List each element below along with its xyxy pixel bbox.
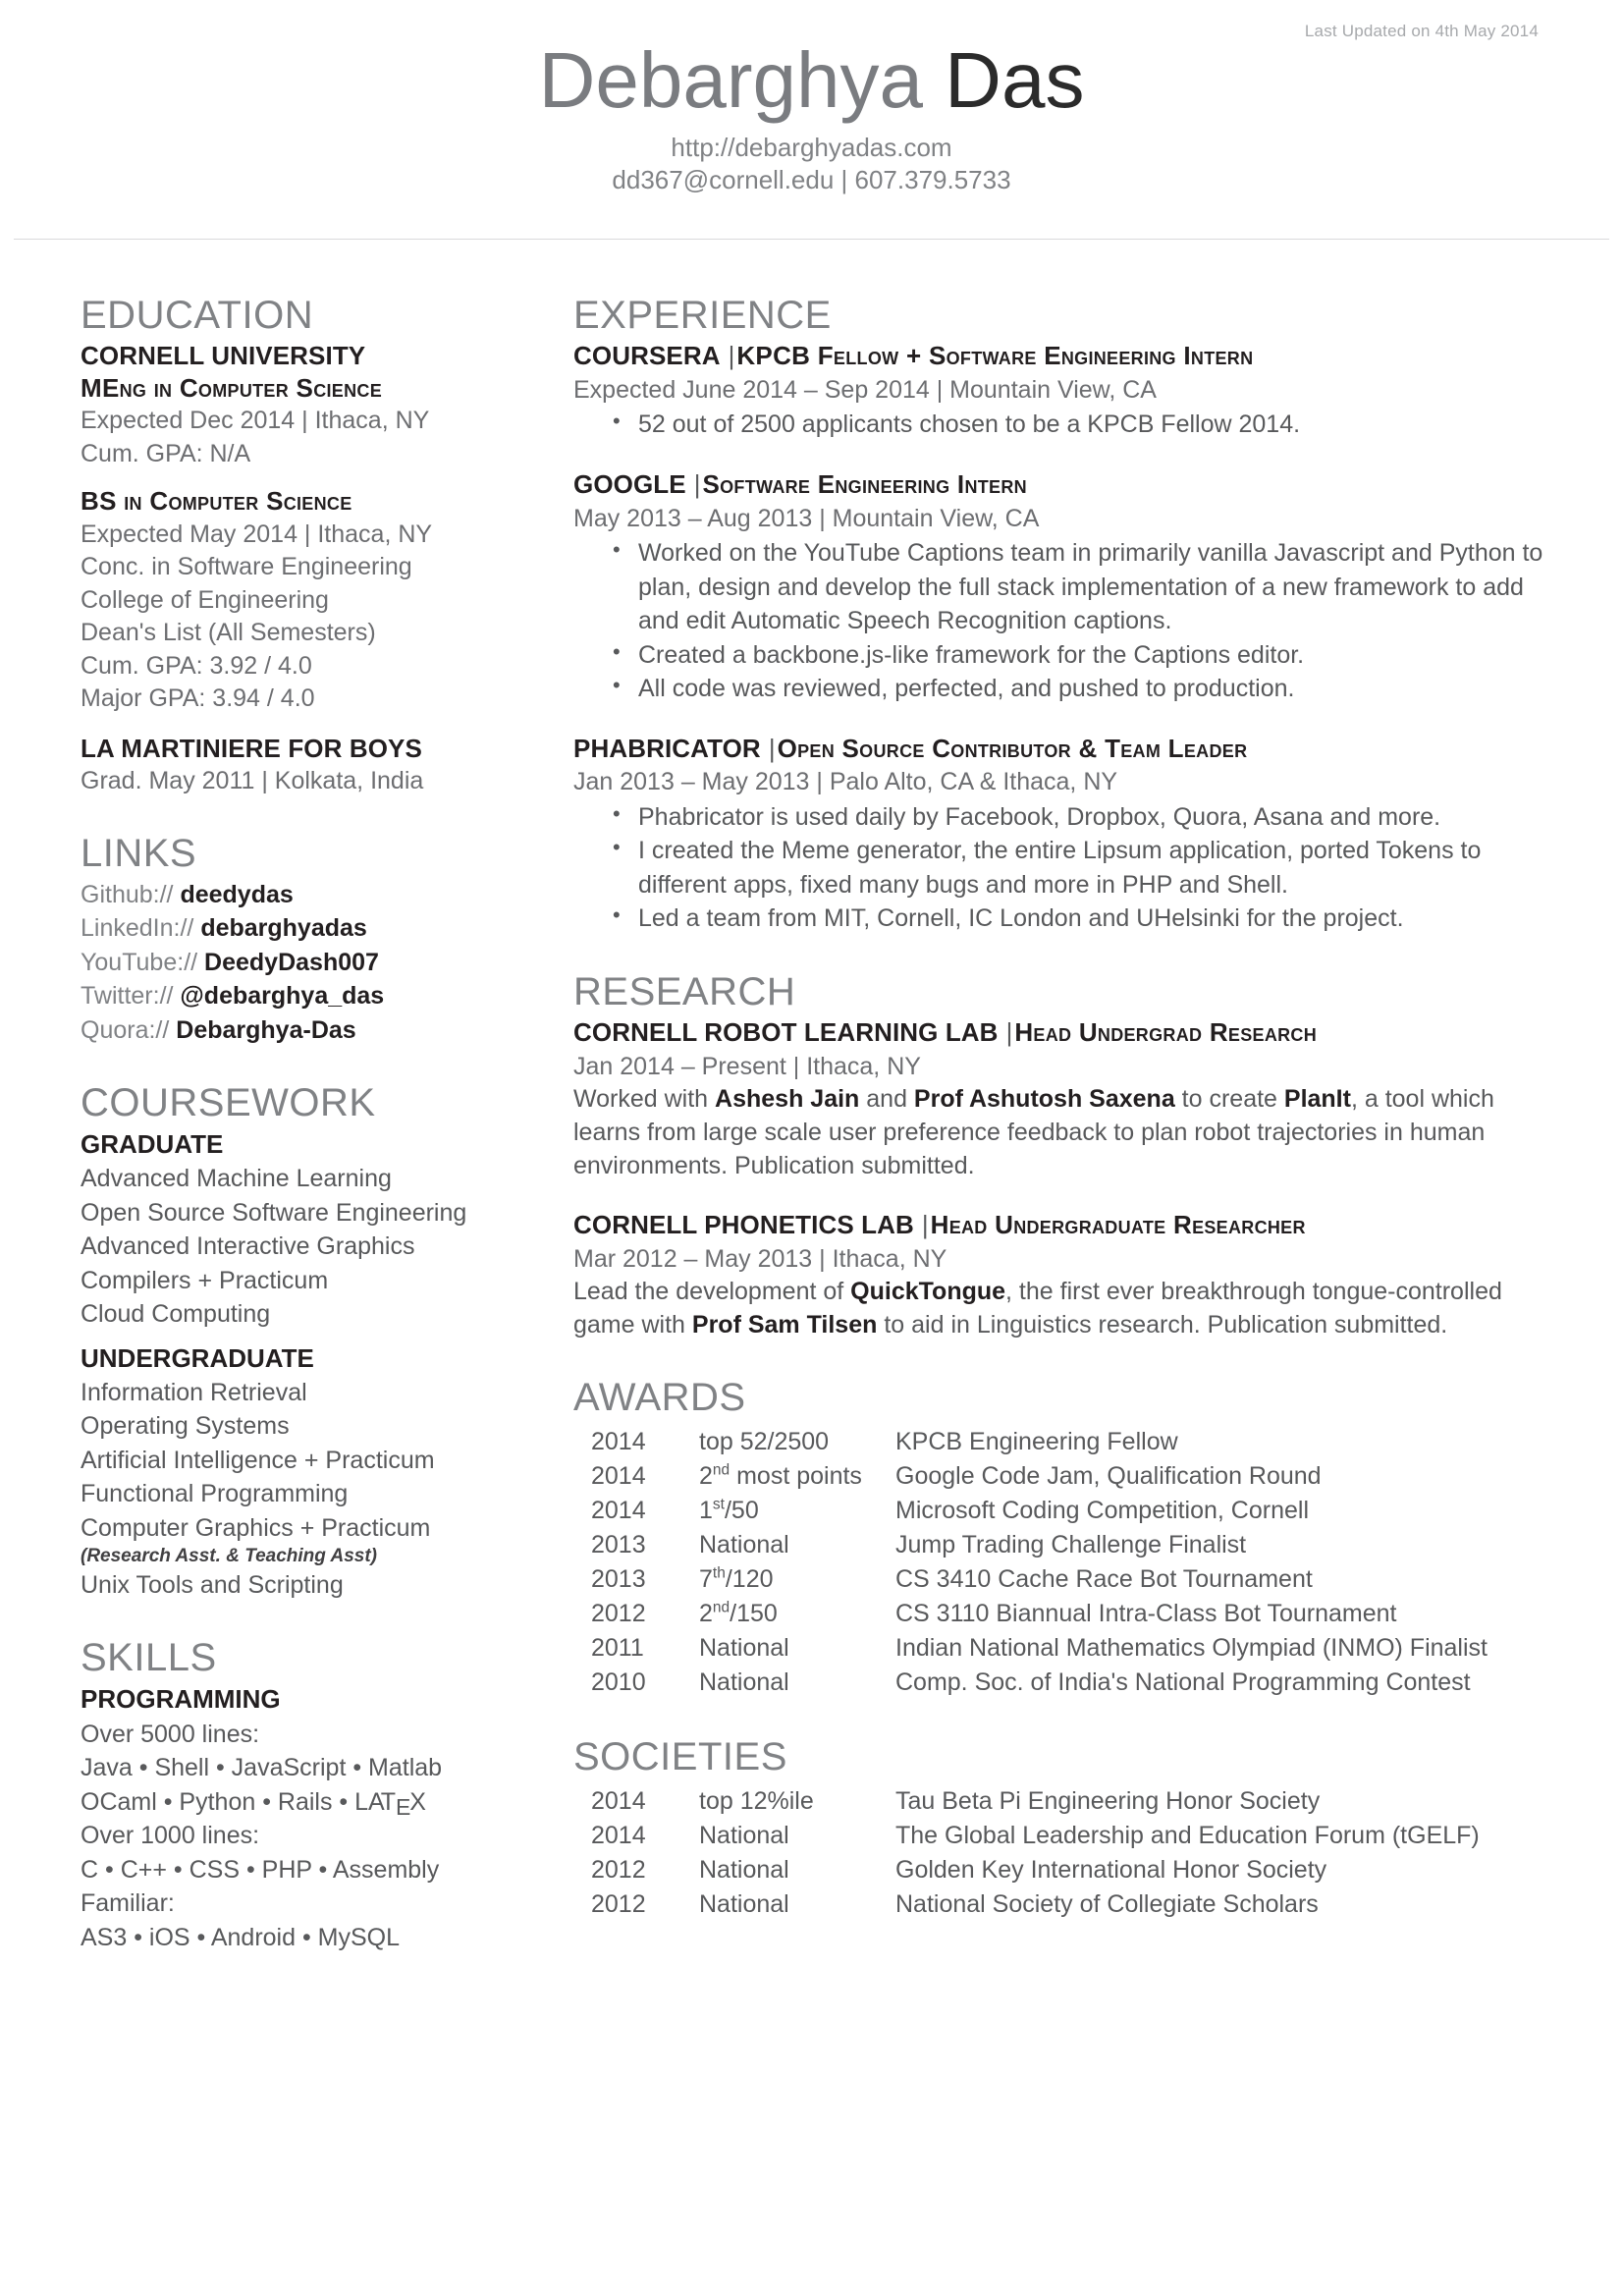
research-role: Head Undergraduate Researcher	[930, 1210, 1306, 1240]
table-row	[591, 1820, 1480, 1854]
bullet-item: • I created the Meme generator, the entire Lipsum application, ported Tokens to different apps, fixed many bugs and more in PHP and Shell.	[638, 834, 1544, 902]
highlight-term: QuickTongue	[850, 1278, 1006, 1306]
coursework-item: Unix Tools and Scripting	[81, 1570, 344, 1599]
coursework-item: Advanced Machine Learning	[81, 1165, 392, 1193]
contact-info	[0, 132, 1623, 197]
research-entry-robot-lab	[573, 1016, 1544, 1182]
link-handle: debarghyadas	[200, 914, 367, 942]
coursework-item: Open Source Software Engineering	[81, 1198, 467, 1227]
experience-heading: EXPERIENCE	[573, 294, 832, 337]
education-entry-bs	[81, 485, 491, 715]
highlight-term: Prof Sam Tilsen	[691, 1311, 878, 1339]
section-education	[81, 295, 491, 797]
link-item-github[interactable]	[81, 878, 491, 912]
skills-list: C • C++ • CSS • PHP • Assembly	[81, 1855, 440, 1884]
row-description: Tau Beta Pi Engineering Honor Society	[895, 1787, 1321, 1816]
education-entry-cornell	[81, 340, 491, 469]
table-row	[591, 1460, 1488, 1495]
row-description: Jump Trading Challenge Finalist	[895, 1531, 1247, 1559]
description-text: to create	[1174, 1085, 1284, 1114]
latex-logo: LATEX	[354, 1787, 426, 1820]
coursework-item: Compilers + Practicum	[81, 1266, 329, 1294]
education-entry-lamartiniere	[81, 733, 491, 797]
row-rank: National	[699, 1822, 789, 1850]
skills-list	[81, 1785, 491, 1820]
row-year: 2012	[591, 1890, 646, 1919]
full-name	[0, 36, 1623, 124]
row-description: Google Code Jam, Qualification Round	[895, 1462, 1322, 1491]
experience-bullets	[573, 536, 1544, 706]
research-meta: Mar 2012 – May 2013 | Ithaca, NY	[573, 1244, 947, 1273]
experience-entry-google	[573, 468, 1544, 706]
research-role-line	[573, 1016, 1544, 1050]
row-rank: 2nd most points	[699, 1462, 862, 1491]
row-rank: top 52/2500	[699, 1428, 830, 1456]
website-link[interactable]: http://debarghyadas.com	[671, 133, 952, 162]
skills-list-text: OCaml • Python • Rails •	[81, 1787, 355, 1816]
awards-table-body	[591, 1426, 1488, 1701]
rank-ordinal-suffix: st	[712, 1497, 725, 1514]
link-handle: DeedyDash007	[204, 948, 379, 976]
row-rank: National	[699, 1531, 789, 1559]
experience-role-line	[573, 733, 1544, 766]
row-description: Microsoft Coding Competition, Cornell	[895, 1497, 1310, 1525]
education-org: LA MARTINIERE FOR BOYS	[81, 733, 422, 763]
bullet-item: • Phabricator is used daily by Facebook, Dropbox, Quora, Asana and more.	[638, 800, 1544, 835]
rank-ordinal-suffix: nd	[712, 1462, 730, 1480]
row-description: The Global Leadership and Education Forum (tGELF)	[895, 1822, 1480, 1850]
section-skills	[81, 1637, 491, 1954]
skills-programming-label: PROGRAMMING	[81, 1684, 281, 1715]
link-item-twitter[interactable]	[81, 979, 491, 1013]
skills-tier-label: Over 1000 lines:	[81, 1822, 260, 1850]
row-description: Indian National Mathematics Olympiad (INMO) Finalist	[895, 1634, 1488, 1663]
row-year: 2012	[591, 1600, 646, 1628]
section-links	[81, 833, 491, 1048]
research-role: Head Undergrad Research	[1014, 1016, 1318, 1047]
table-row	[591, 1426, 1488, 1460]
table-row	[591, 1495, 1488, 1529]
description-text: to aid in Linguistics research. Publication submitted.	[877, 1311, 1448, 1339]
email-phone[interactable]: dd367@cornell.edu | 607.379.5733	[612, 165, 1011, 195]
last-updated-text: Last Updated on 4th May 2014	[1304, 22, 1539, 40]
row-rank: National	[699, 1668, 789, 1697]
row-description: Golden Key International Honor Society	[895, 1856, 1327, 1885]
role-separator: |	[728, 341, 735, 370]
coursework-item: Cloud Computing	[81, 1300, 271, 1329]
description-text: and	[859, 1085, 914, 1114]
link-item-quora[interactable]	[81, 1013, 491, 1048]
right-column	[491, 295, 1623, 1923]
table-row	[591, 1598, 1488, 1632]
row-rank: National	[699, 1890, 789, 1919]
education-line: College of Engineering	[81, 585, 329, 614]
coursework-note: (Research Asst. & Teaching Asst)	[81, 1546, 377, 1567]
coursework-item: Artificial Intelligence + Practicum	[81, 1446, 435, 1474]
skills-list: Java • Shell • JavaScript • Matlab	[81, 1754, 443, 1782]
row-year: 2010	[591, 1668, 646, 1697]
coursework-graduate-label: GRADUATE	[81, 1129, 224, 1159]
link-handle: Debarghya-Das	[176, 1015, 356, 1044]
education-org: CORNELL UNIVERSITY	[81, 341, 366, 370]
row-rank: 1st/50	[699, 1497, 759, 1525]
role-separator: |	[1005, 1016, 1013, 1047]
skills-heading: SKILLS	[81, 1636, 217, 1680]
awards-table	[591, 1426, 1488, 1701]
experience-role-line	[573, 468, 1544, 502]
coursework-item: Functional Programming	[81, 1480, 349, 1508]
bullet-item: • Led a team from MIT, Cornell, IC London and UHelsinki for the project.	[638, 902, 1544, 936]
description-text: Lead the development of	[573, 1278, 851, 1306]
education-line: Major GPA: 3.94 / 4.0	[81, 684, 315, 712]
experience-bullets	[573, 800, 1544, 936]
experience-org: PHABRICATOR	[573, 733, 761, 763]
row-description: KPCB Engineering Fellow	[895, 1428, 1178, 1456]
role-separator: |	[921, 1210, 929, 1240]
row-year: 2014	[591, 1428, 646, 1456]
education-degree: BS in Computer Science	[81, 486, 352, 516]
link-item-youtube[interactable]	[81, 946, 491, 980]
experience-role-line	[573, 340, 1544, 373]
link-service: YouTube://	[81, 948, 198, 976]
description-text: Worked with	[573, 1085, 716, 1114]
table-row	[591, 1667, 1488, 1701]
link-service: Twitter://	[81, 982, 174, 1010]
experience-meta: Expected June 2014 – Sep 2014 | Mountain View, CA	[573, 375, 1157, 404]
row-year: 2014	[591, 1787, 646, 1816]
row-year: 2013	[591, 1531, 646, 1559]
education-line: Grad. May 2011 | Kolkata, India	[81, 767, 424, 794]
row-year: 2014	[591, 1822, 646, 1850]
row-rank: top 12%ile	[699, 1787, 814, 1816]
education-heading: EDUCATION	[81, 294, 314, 337]
table-row	[591, 1888, 1480, 1923]
experience-meta: May 2013 – Aug 2013 | Mountain View, CA	[573, 504, 1040, 532]
row-year: 2013	[591, 1565, 646, 1594]
experience-org: GOOGLE	[573, 468, 686, 499]
table-row	[591, 1785, 1480, 1820]
link-handle: @debarghya_das	[180, 982, 385, 1010]
experience-bullets	[573, 408, 1544, 442]
awards-heading: AWARDS	[573, 1376, 746, 1420]
societies-table	[591, 1785, 1480, 1923]
content-columns	[0, 295, 1623, 1954]
education-line: Cum. GPA: 3.92 / 4.0	[81, 651, 312, 680]
societies-table-body	[591, 1785, 1480, 1923]
education-line: Cum. GPA: N/A	[81, 439, 251, 467]
coursework-heading: COURSEWORK	[81, 1081, 376, 1124]
section-societies	[573, 1736, 1544, 1923]
row-description: Comp. Soc. of India's National Programming Contest	[895, 1668, 1471, 1697]
rank-ordinal-suffix: th	[712, 1565, 726, 1583]
skills-tier-label: Familiar:	[81, 1889, 175, 1918]
row-rank: 2nd/150	[699, 1600, 778, 1628]
description-text: , a tool which learns from large scale user preference feedback to plan robot trajectories in human environments. Publication submitted.	[573, 1085, 1494, 1180]
highlight-term: Prof Ashutosh Saxena	[913, 1085, 1175, 1114]
education-line: Expected Dec 2014 | Ithaca, NY	[81, 407, 430, 434]
row-description: National Society of Collegiate Scholars	[895, 1890, 1319, 1919]
research-org: CORNELL ROBOT LEARNING LAB	[573, 1016, 999, 1047]
row-description: CS 3110 Biannual Intra-Class Bot Tournament	[895, 1600, 1397, 1628]
link-service: LinkedIn://	[81, 914, 194, 942]
skills-tier-label: Over 5000 lines:	[81, 1720, 260, 1748]
coursework-item: Advanced Interactive Graphics	[81, 1232, 415, 1261]
role-separator: |	[693, 468, 701, 499]
rank-ordinal-suffix: nd	[712, 1600, 730, 1617]
section-coursework	[81, 1082, 491, 1602]
research-heading: RESEARCH	[573, 969, 796, 1013]
experience-role: KPCB Fellow + Software Engineering Intern	[736, 341, 1254, 370]
research-entry-phonetics-lab	[573, 1209, 1544, 1341]
bullet-item: • Created a backbone.js-like framework for the Captions editor.	[638, 638, 1544, 673]
last-name: Das	[945, 36, 1085, 124]
row-description: CS 3410 Cache Race Bot Tournament	[895, 1565, 1313, 1594]
societies-heading: SOCIETIES	[573, 1735, 787, 1779]
bullet-item: • All code was reviewed, perfected, and pushed to production.	[638, 672, 1544, 706]
section-awards	[573, 1377, 1544, 1701]
section-experience	[573, 295, 1544, 936]
left-column	[0, 295, 491, 1954]
experience-role: Software Engineering Intern	[702, 468, 1027, 499]
description-text: , the first ever breakthrough tongue-controlled game with	[573, 1278, 1502, 1339]
row-year: 2014	[591, 1462, 646, 1491]
experience-role: Open Source Contributor & Team Leader	[777, 733, 1248, 763]
education-line: Conc. in Software Engineering	[81, 553, 412, 580]
skills-list: AS3 • iOS • Android • MySQL	[81, 1923, 400, 1951]
header-divider	[14, 239, 1609, 240]
research-org: CORNELL PHONETICS LAB	[573, 1210, 914, 1240]
link-item-linkedin[interactable]	[81, 911, 491, 946]
research-role-line	[573, 1209, 1544, 1242]
table-row	[591, 1854, 1480, 1888]
row-rank: National	[699, 1856, 789, 1885]
link-handle: deedydas	[180, 880, 294, 908]
first-name: Debarghya	[538, 36, 923, 124]
row-rank: 7th/120	[699, 1565, 774, 1594]
coursework-undergraduate-label: UNDERGRADUATE	[81, 1342, 314, 1373]
row-rank: National	[699, 1634, 789, 1663]
role-separator: |	[768, 733, 776, 763]
research-description	[573, 1275, 1544, 1341]
research-description	[573, 1082, 1544, 1182]
row-year: 2014	[591, 1497, 646, 1525]
highlight-term: Ashesh Jain	[715, 1085, 860, 1114]
table-row	[591, 1563, 1488, 1598]
section-research	[573, 971, 1544, 1342]
table-row	[591, 1529, 1488, 1563]
experience-entry-phabricator	[573, 733, 1544, 936]
coursework-item: Computer Graphics + Practicum	[81, 1513, 431, 1542]
education-degree: MEng in Computer Science	[81, 372, 382, 403]
table-row	[591, 1632, 1488, 1667]
research-meta: Jan 2014 – Present | Ithaca, NY	[573, 1052, 921, 1080]
coursework-item: Operating Systems	[81, 1412, 290, 1441]
bullet-item: • Worked on the YouTube Captions team in primarily vanilla Javascript and Python to plan, design and develop the full stack implementation of a new framework to add and edit Automatic Speech Recognition captions.	[638, 536, 1544, 638]
highlight-term: PlanIt	[1283, 1085, 1351, 1114]
row-year: 2012	[591, 1856, 646, 1885]
bullet-item: • 52 out of 2500 applicants chosen to be a KPCB Fellow 2014.	[638, 408, 1544, 442]
education-line: Dean's List (All Semesters)	[81, 619, 376, 646]
experience-entry-coursera	[573, 340, 1544, 442]
link-service: Quora://	[81, 1015, 170, 1044]
coursework-item: Information Retrieval	[81, 1378, 307, 1406]
links-heading: LINKS	[81, 831, 197, 875]
experience-meta: Jan 2013 – May 2013 | Palo Alto, CA & Ithaca, NY	[573, 768, 1118, 796]
experience-org: COURSERA	[573, 341, 721, 370]
row-year: 2011	[591, 1634, 644, 1663]
link-service: Github://	[81, 880, 174, 908]
education-line: Expected May 2014 | Ithaca, NY	[81, 519, 433, 548]
